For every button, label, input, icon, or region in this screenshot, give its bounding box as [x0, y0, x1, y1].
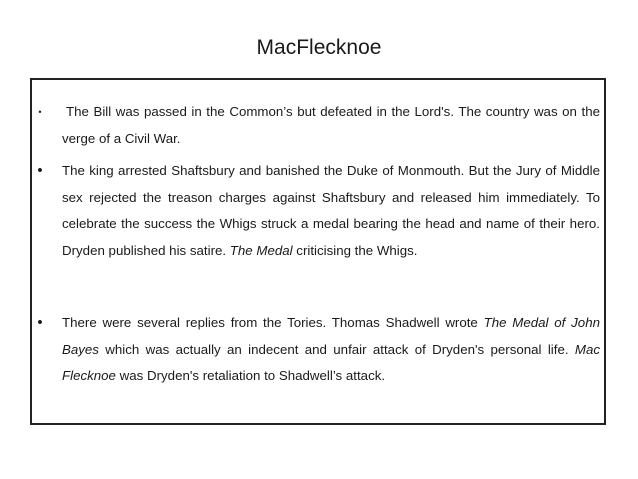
text-segment: which was actually an indecent and unfair attack of Dryden's personal life.	[98, 341, 575, 357]
bullet-icon: •	[38, 107, 42, 117]
bullet-text	[62, 99, 600, 152]
slide-title: MacFlecknoe	[256, 36, 382, 59]
text-segment: The king arrested Shaftsbury and banished the Duke of Monmouth. But the Jury of Middle sex rejected the treason charges against Shaftsbury and released him immediately. To celebrate the success the Whigs struck a medal bearing the head and name of their hero. Dryden published his satire.	[62, 163, 600, 258]
text-segment: criticising the Whigs.	[292, 242, 418, 258]
bullet-text	[62, 158, 600, 264]
italic-title: The Medal of John Bayes	[62, 315, 600, 357]
italic-title: Mac Flecknoe	[62, 341, 600, 383]
bullet-text	[62, 310, 600, 390]
bullet-icon: •	[37, 314, 43, 331]
bullet-icon: •	[37, 162, 43, 179]
text-segment: was Dryden's retaliation to Shadwell’s attack.	[115, 368, 386, 383]
italic-title: The Medal	[229, 242, 293, 258]
text-segment: The Bill was passed in the Common’s but defeated in the Lord's. The country was on the verge of a Civil War.	[62, 104, 600, 146]
text-segment: There were several replies from the Tories. Thomas Shadwell wrote	[62, 315, 484, 330]
